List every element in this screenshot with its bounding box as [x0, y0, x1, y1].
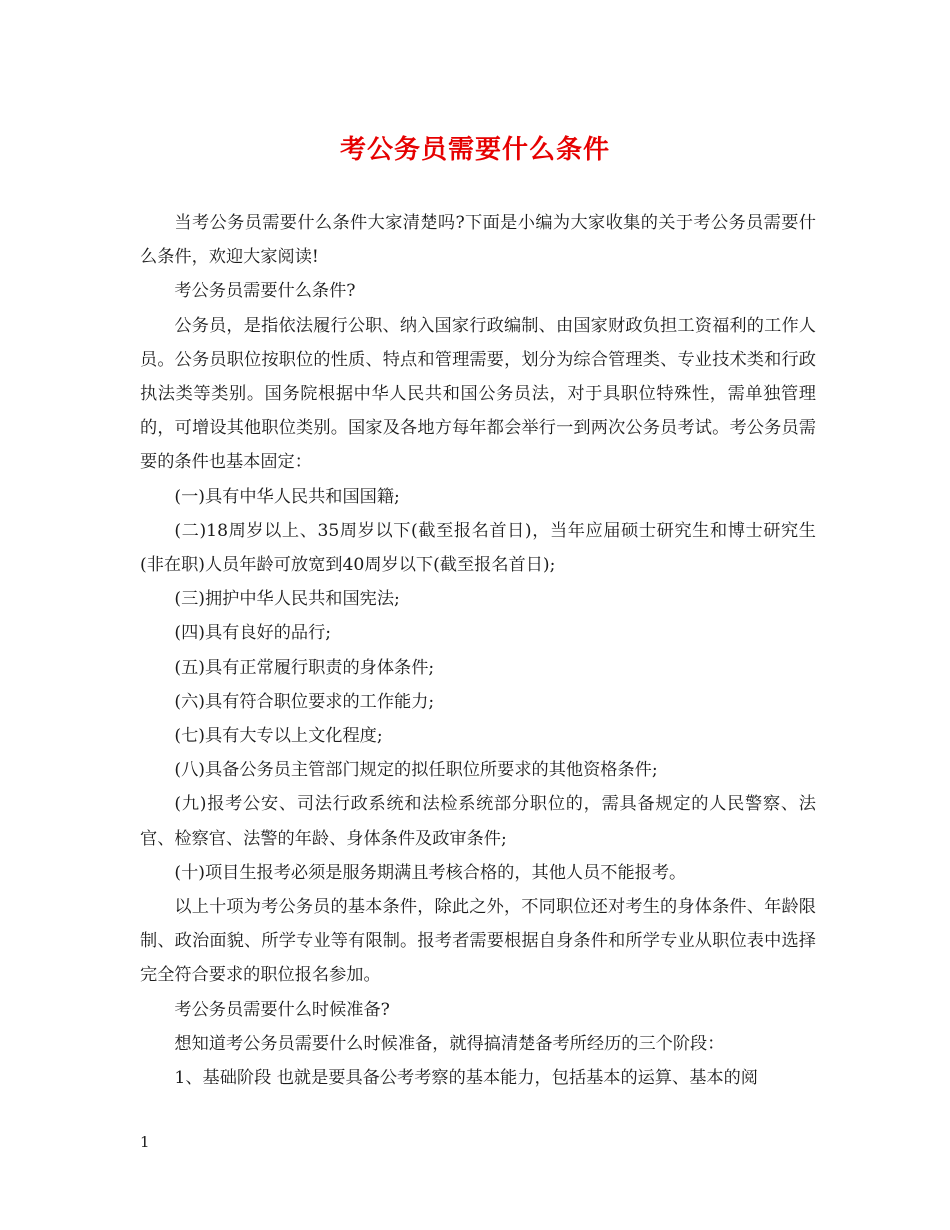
- condition-item-2: (二)18周岁以上、35周岁以下(截至报名首日)，当年应届硕士研究生和博士研究生(非在职)人员年龄可放宽到40周岁以下(截至报名首日);: [140, 520, 816, 576]
- paragraph-definition: 公务员，是指依法履行公职、纳入国家行政编制、由国家财政负担工资福利的工作人员。公务员职位按职位的性质、特点和管理需要，划分为综合管理类、专业技术类和行政执法类等类别。国务院根据中华人民共和国公务员法，对于具职位特殊性，需单独管理的，可增设其他职位类别。国家及各地方每年都会举行一到两次公务员考试。考公务员需要的条件也基本固定：: [140, 315, 816, 473]
- condition-item-9: (九)报考公安、司法行政系统和法检系统部分职位的，需具备规定的人民警察、法官、检察官、法警的年龄、身体条件及政审条件;: [140, 794, 816, 849]
- paragraph-heading-conditions: 考公务员需要什么条件?: [174, 281, 356, 302]
- paragraph-summary: 以上十项为考公务员的基本条件，除此之外，不同职位还对考生的身体条件、年龄限制、政治面貌、所学专业等有限制。报考者需要根据自身条件和所学专业从职位表中选择完全符合要求的职位报名参加。: [140, 897, 816, 986]
- condition-item-1: (一)具有中华人民共和国国籍;: [174, 486, 400, 507]
- paragraph-stage-1: 1、基础阶段 也就是要具备公考考察的基本能力，包括基本的运算、基本的阅: [174, 1068, 758, 1089]
- condition-item-7: (七)具有大专以上文化程度;: [174, 726, 383, 747]
- condition-item-8: (八)具备公务员主管部门规定的拟任职位所要求的其他资格条件;: [174, 760, 658, 781]
- condition-item-10: (十)项目生报考必须是服务期满且考核合格的，其他人员不能报考。: [174, 862, 687, 883]
- condition-item-3: (三)拥护中华人民共和国宪法;: [174, 589, 400, 610]
- paragraph-stages-intro: 想知道考公务员需要什么时候准备，就得搞清楚备考所经历的三个阶段：: [174, 1033, 725, 1054]
- paragraph-intro: 当考公务员需要什么条件大家清楚吗?下面是小编为大家收集的关于考公务员需要什么条件，欢迎大家阅读!: [140, 213, 816, 268]
- condition-item-5: (五)具有正常履行职责的身体条件;: [174, 657, 435, 678]
- document-title: 考公务员需要什么条件: [339, 135, 610, 165]
- paragraph-heading-preparation: 考公务员需要什么时候准备?: [174, 999, 390, 1020]
- document-body: [140, 206, 816, 1095]
- page-number: 1: [140, 1133, 150, 1151]
- condition-item-6: (六)具有符合职位要求的工作能力;: [174, 691, 435, 712]
- condition-item-4: (四)具有良好的品行;: [174, 623, 332, 644]
